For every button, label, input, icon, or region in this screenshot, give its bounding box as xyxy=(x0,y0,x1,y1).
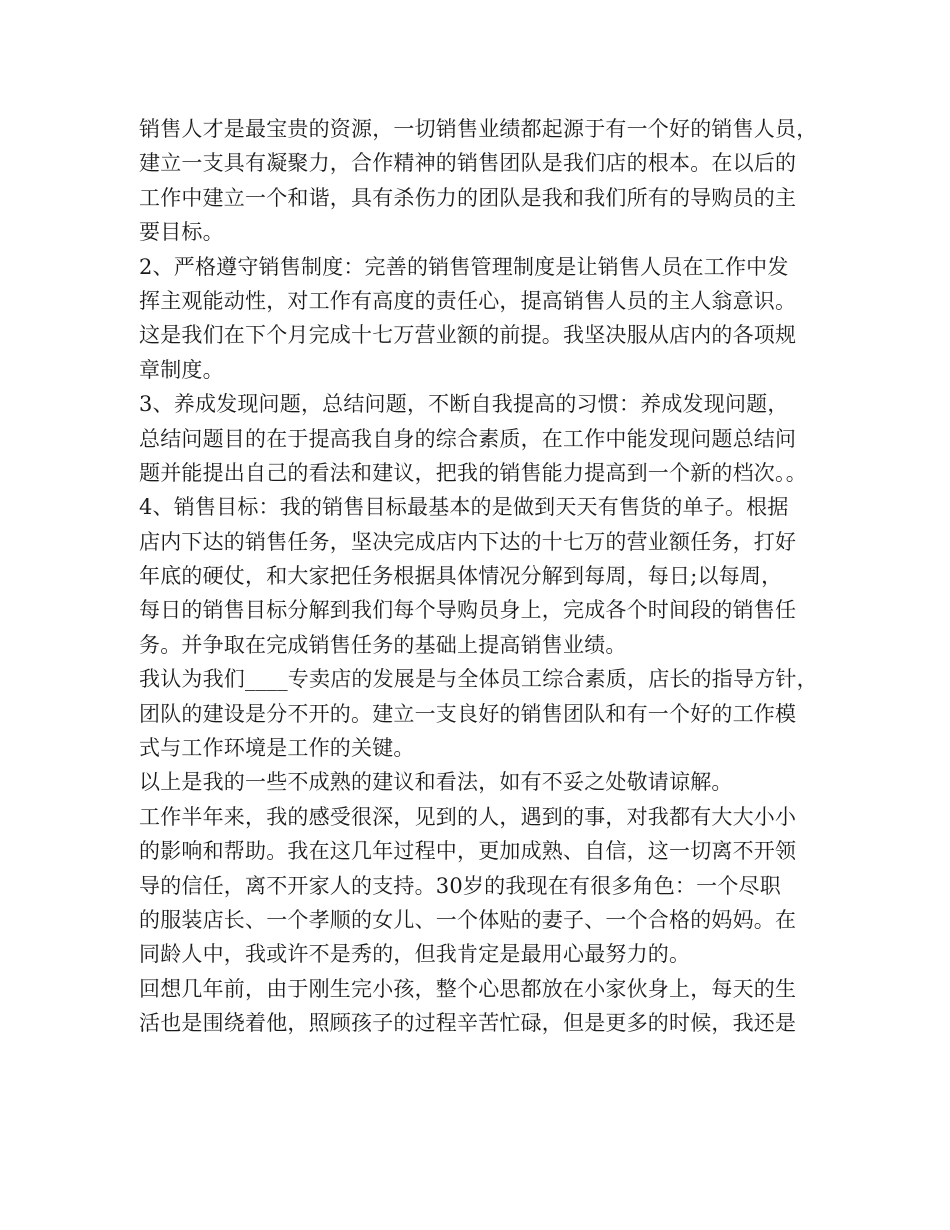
text-line: 我认为我们____专卖店的发展是与全体员工综合素质，店长的指导方针， xyxy=(139,667,818,692)
text-line: 工作中建立一个和谐，具有杀伤力的团队是我和我们所有的导购员的主 xyxy=(139,185,797,210)
text-line: 务。并争取在完成销售任务的基础上提高销售业绩。 xyxy=(139,632,627,657)
text-line: 的影响和帮助。我在这几年过程中，更加成熟、自信，这一切离不开领 xyxy=(139,839,797,864)
text-line: 销售人才是最宝贵的资源，一切销售业绩都起源于有一个好的销售人员， xyxy=(139,117,818,141)
text-line: 团队的建设是分不开的。建立一支良好的销售团队和有一个好的工作模 xyxy=(139,701,797,726)
text-line: 3、养成发现问题，总结问题，不断自我提高的习惯：养成发现问题， xyxy=(139,392,789,417)
text-line: 年底的硬仗，和大家把任务根据具体情况分解到每周，每日;以每周， xyxy=(139,564,783,589)
text-line: 建立一支具有凝聚力，合作精神的销售团队是我们店的根本。在以后的 xyxy=(139,151,797,176)
text-line: 导的信任，离不开家人的支持。30岁的我现在有很多角色：一个尽职 xyxy=(139,873,781,898)
text-line: 回想几年前，由于刚生完小孩，整个心思都放在小家伙身上，每天的生 xyxy=(139,976,797,1001)
text-line: 总结问题目的在于提高我自身的综合素质，在工作中能发现问题总结问 xyxy=(139,426,797,451)
text-line: 每日的销售目标分解到我们每个导购员身上，完成各个时间段的销售任 xyxy=(139,598,797,623)
text-line: 4、销售目标：我的销售目标最基本的是做到天天有售货的单子。根据 xyxy=(139,495,789,520)
text-line: 式与工作环境是工作的关键。 xyxy=(139,736,415,761)
text-line: 要目标。 xyxy=(139,220,224,245)
document-body xyxy=(139,112,829,1041)
text-line: 工作半年来，我的感受很深，见到的人，遇到的事，对我都有大大小小 xyxy=(139,804,797,829)
text-line: 题并能提出自己的看法和建议，把我的销售能力提高到一个新的档次。。 xyxy=(139,460,807,485)
text-line: 以上是我的一些不成熟的建议和看法，如有不妥之处敬请谅解。 xyxy=(139,770,733,795)
text-line: 这是我们在下个月完成十七万营业额的前提。我坚决服从店内的各项规 xyxy=(139,323,797,348)
text-line: 活也是围绕着他，照顾孩子的过程辛苦忙碌，但是更多的时候，我还是 xyxy=(139,1011,797,1036)
text-line: 店内下达的销售任务，坚决完成店内下达的十七万的营业额任务，打好 xyxy=(139,529,797,554)
text-line: 的服装店长、一个孝顺的女儿、一个体贴的妻子、一个合格的妈妈。在 xyxy=(139,907,797,932)
text-line: 挥主观能动性，对工作有高度的责任心，提高销售人员的主人翁意识。 xyxy=(139,288,797,313)
text-line: 2、严格遵守销售制度：完善的销售管理制度是让销售人员在工作中发 xyxy=(139,254,789,279)
text-line: 章制度。 xyxy=(139,357,224,382)
text-line: 同龄人中，我或许不是秀的，但我肯定是最用心最努力的。 xyxy=(139,942,691,967)
